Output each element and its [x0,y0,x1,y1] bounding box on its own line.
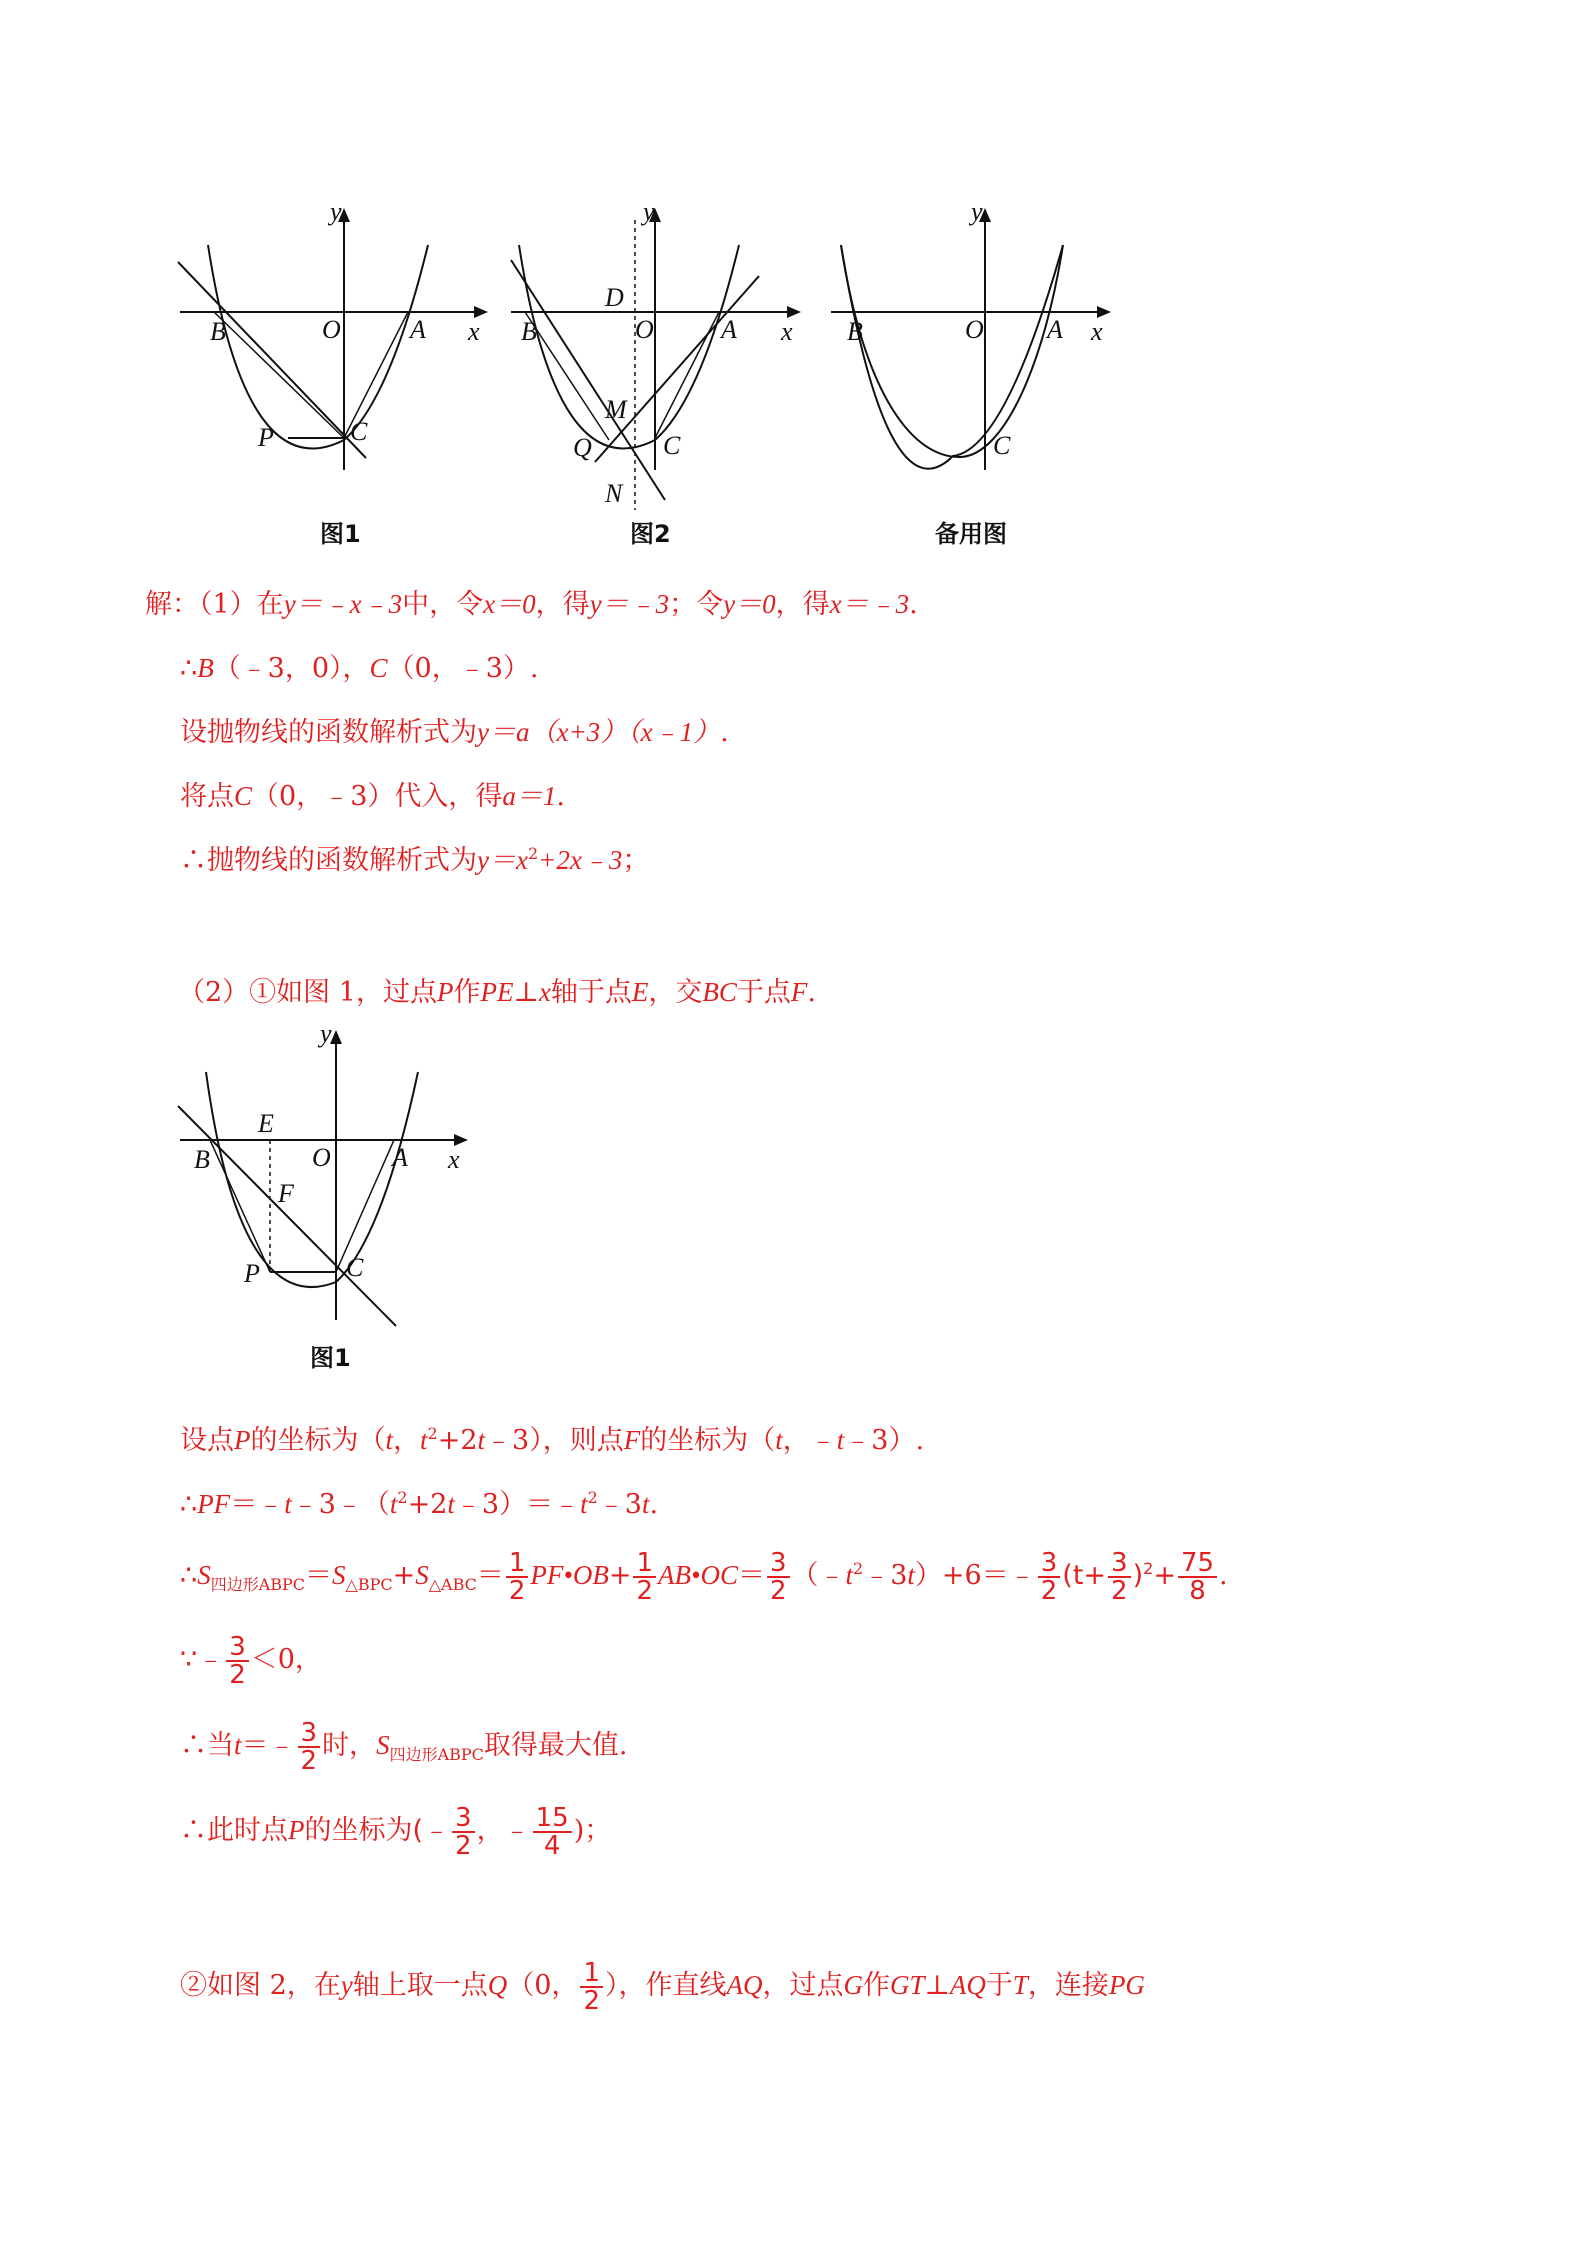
label-c: C [663,431,681,460]
superscript: 2 [587,1488,598,1507]
label-x: x [468,317,480,346]
text: ﹣3 [597,1489,642,1520]
text: (t+ [1062,1560,1107,1591]
text: ⊥ [513,977,539,1008]
part2-line-1 [180,1420,924,1461]
text: ∴此时点 [180,1815,288,1846]
label-y: y [971,200,983,226]
label-x: x [448,1145,460,1174]
text: 解：（1）在 [145,589,284,620]
text: （0，﹣3）代入，得 [252,781,503,812]
text: + [392,1560,416,1591]
fraction [1108,1547,1131,1606]
label-n: N [605,479,623,508]
segment-ca [655,312,719,438]
equation: +2x﹣3 [538,845,623,875]
var: P [288,1815,305,1845]
denominator: 2 [1040,1575,1058,1606]
var: t [845,1560,854,1590]
label-c: C [993,431,1011,460]
segment-bq [525,312,609,440]
var: AQ [949,1970,986,2000]
label-c: C [350,417,368,446]
var: T [1012,1970,1028,2000]
label-p: P [244,1259,260,1288]
equation: y＝x [477,845,528,875]
text: ，﹣ [476,1815,531,1846]
text: )； [573,1815,612,1846]
segment-bp [210,1140,270,1272]
label-a: A [410,315,426,344]
text: ，交 [648,977,703,1008]
text: ，过点 [762,1970,844,2001]
text: ＝﹣ [230,1489,285,1520]
var: x [538,977,551,1007]
text: ﹣3），则点 [485,1425,624,1456]
var: F [790,977,808,1007]
text: ＝ [241,1730,269,1761]
text: 轴上取一点 [352,1970,488,2001]
label-x: x [781,317,793,346]
var: BC [702,977,737,1007]
part2-heading [178,972,816,1013]
fraction [452,1802,475,1861]
text: 的坐标为 [304,1815,413,1846]
label-a: A [721,315,737,344]
denominator: 2 [1111,1575,1128,1606]
fraction [1038,1547,1061,1606]
fraction [580,1957,603,2016]
text: 于点 [736,977,791,1008]
part2-line-5 [180,1715,627,1785]
figure-1 [170,200,500,560]
label-o: O [322,315,341,344]
label-o: O [312,1143,331,1172]
text: ＝ [476,1560,504,1591]
var: t [385,1425,394,1455]
equation: y＝﹣3 [589,589,670,619]
text: 设点 [180,1425,234,1456]
part2-line-6 [180,1800,611,1861]
text: （﹣ [791,1560,846,1591]
minus-sign: ﹣ [197,1644,225,1675]
text: . [1219,1560,1228,1591]
numerator: 1 [580,1960,603,1988]
var: t [447,1489,455,1519]
text: 于 [985,1970,1013,2001]
text: ∴ [180,653,198,684]
denominator: 2 [229,1659,246,1690]
label-p: P [258,423,274,452]
text: ，得 [535,589,590,620]
numerator: 1 [506,1550,529,1578]
y-axis-arrow [330,1030,342,1044]
part2-line-2 [180,1484,658,1525]
label-b: B [210,317,226,346]
parabola [206,1072,418,1287]
text: 的坐标为（ [250,1425,386,1456]
var: P [436,977,454,1007]
solution-line-2 [180,648,539,689]
figure-1-graph [170,200,500,560]
var: GT [889,1970,925,2000]
denominator: 4 [543,1830,561,1861]
minus-sign: ﹣ [268,1730,296,1761]
denominator: 2 [636,1575,654,1606]
text: ﹣3﹣（ [291,1489,390,1520]
var: S [197,1560,211,1590]
var: t [907,1560,915,1590]
minus-sign: ﹣ [1008,1560,1036,1591]
text: 的坐标为（ [640,1425,776,1456]
label-x: x [1091,317,1103,346]
label-b: B [521,317,537,346]
var: Q [487,1970,508,2000]
denominator: 2 [455,1830,472,1861]
text: 取得最大值. [483,1730,628,1761]
var: t [836,1425,845,1455]
var: PG [1108,1970,1145,2000]
part2-line-4 [180,1630,322,1690]
var: AQ [726,1970,763,2000]
var: t [642,1489,650,1519]
numerator: 3 [452,1805,475,1833]
var: S [376,1730,390,1760]
text: ∵ [180,1644,198,1675]
text: ∴ [180,1560,198,1591]
label-o: O [965,315,984,344]
var: t [284,1489,292,1519]
numerator: 3 [226,1634,249,1662]
text: ②如图 2，在 [180,1970,341,2001]
equation: y＝a（x+3）（x﹣1） [477,717,721,747]
label-y: y [330,200,342,226]
numerator: 1 [633,1550,656,1578]
figure-1-detail [170,1020,490,1380]
text: . [720,717,729,748]
solution-line-1 [145,584,918,625]
numerator: 3 [1038,1550,1061,1578]
text: ，连接 [1027,1970,1109,2001]
subscript: △BPC [345,1575,393,1594]
fraction [226,1631,249,1690]
superscript: 2 [527,844,539,863]
denominator: 2 [583,1985,600,2016]
label-d: D [605,283,624,312]
fraction [298,1717,321,1776]
label-e: E [258,1109,274,1138]
text: ， [393,1425,421,1456]
text: ∴ [180,1489,198,1520]
numerator: 3 [1108,1550,1131,1578]
text: 作 [862,1970,890,2001]
var: PF [197,1489,231,1519]
solution-line-3 [180,712,729,753]
text: ∴抛物线的函数解析式为 [180,845,477,876]
text: （﹣3，0）， [213,653,370,684]
text: （0， [507,1970,579,2001]
var: P [234,1425,251,1455]
subscript: △ABC [428,1575,477,1594]
equation: x＝﹣3 [829,589,910,619]
denominator: 2 [508,1575,526,1606]
var: t [580,1489,588,1519]
text: 设抛物线的函数解析式为 [180,717,477,748]
text: ； [622,845,650,876]
text: ；令 [669,589,724,620]
text: (﹣ [412,1815,451,1846]
fraction [506,1547,529,1606]
var: F [623,1425,641,1455]
text: ＜0， [250,1644,322,1675]
figure-backup [825,200,1125,560]
numerator: 75 [1178,1550,1217,1578]
text: . [649,1489,659,1520]
label-y: y [320,1020,332,1048]
denominator: 8 [1189,1575,1206,1606]
label-q: Q [573,433,592,462]
text: ) [1132,1560,1144,1591]
part2-line-3 [180,1545,1228,1615]
fraction [533,1802,572,1861]
label-m: M [605,395,627,424]
label-a: A [392,1143,408,1172]
text: ），作直线 [604,1970,727,2001]
denominator: 2 [769,1575,787,1606]
label-f: F [278,1179,294,1208]
fraction [633,1547,656,1606]
caption-fig1-detail: 图1 [310,1344,351,1372]
part2-line-7 [180,1955,1145,2016]
parabola-smooth [841,245,1063,457]
equation: y＝﹣x﹣3 [283,589,403,619]
fraction [767,1547,790,1606]
var: PE [480,977,514,1007]
label-c: C [346,1253,364,1282]
var: t [234,1730,242,1760]
var: t [420,1425,428,1455]
equation: a＝1 [502,781,557,811]
point-c: C [234,781,253,811]
numerator: 3 [298,1720,321,1748]
point-b: B [197,653,214,683]
var: E [631,977,649,1007]
segment-ca [336,1140,394,1272]
figure-backup-graph [825,200,1125,560]
text: （0，﹣3）. [387,653,539,684]
text: . [807,977,816,1008]
text: ﹣3 [863,1560,908,1591]
plus-sign: + [1153,1560,1176,1591]
var: t [389,1489,398,1519]
caption-fig1: 图1 [320,520,361,548]
var: PF•OB [530,1560,609,1590]
parabola [519,245,739,448]
figure-1-detail-graph [170,1020,490,1380]
text: ，﹣ [782,1425,837,1456]
equation: x＝0 [483,589,536,619]
figure-2 [505,200,815,560]
text: ，得 [775,589,830,620]
parabola [841,245,1063,469]
caption-fig2: 图2 [630,520,671,548]
superscript: 2 [1143,1559,1154,1578]
subscript: 四边形ABPC [210,1575,306,1594]
solution-line-4 [180,776,565,817]
text: （2）①如图 1，过点 [178,977,437,1008]
text: + [608,1560,632,1591]
text: ）+6＝ [914,1560,1009,1591]
text: 作 [453,977,481,1008]
var: S [332,1560,346,1590]
text: +2 [437,1425,478,1456]
var: AB•OC [658,1560,738,1590]
text: 轴于点 [550,977,632,1008]
var: G [843,1970,863,2000]
solution-line-5 [180,840,649,881]
superscript: 2 [397,1488,408,1507]
text: ＝ [305,1560,333,1591]
fraction [1178,1547,1217,1606]
superscript: 2 [853,1559,864,1578]
var: y [340,1970,353,2000]
numerator: 15 [533,1805,572,1833]
text: . [909,589,918,620]
var: t [477,1425,486,1455]
superscript: 2 [427,1424,438,1443]
denominator: 2 [300,1745,318,1776]
text: +2 [407,1489,448,1520]
var: S [415,1560,429,1590]
label-o: O [635,315,654,344]
numerator: 3 [767,1550,790,1578]
text: 中，令 [402,589,484,620]
text: . [556,781,565,812]
figure-2-graph [505,200,815,560]
text: ﹣3）. [844,1425,925,1456]
label-a: A [1047,315,1063,344]
label-y: y [643,200,655,226]
label-b: B [847,317,863,346]
parabola [208,245,428,448]
equation: y＝0 [723,589,776,619]
text: 将点 [180,781,234,812]
var: t [775,1425,783,1455]
text: 时， [322,1730,377,1761]
line-bn [511,260,665,500]
point-c: C [369,653,388,683]
text: ⊥ [924,1970,950,2001]
text: ﹣3）＝﹣ [454,1489,581,1520]
label-b: B [194,1145,210,1174]
text: ∴当 [180,1730,234,1761]
caption-backup: 备用图 [935,520,1007,548]
subscript: 四边形ABPC [389,1745,484,1764]
text: ＝ [737,1560,765,1591]
